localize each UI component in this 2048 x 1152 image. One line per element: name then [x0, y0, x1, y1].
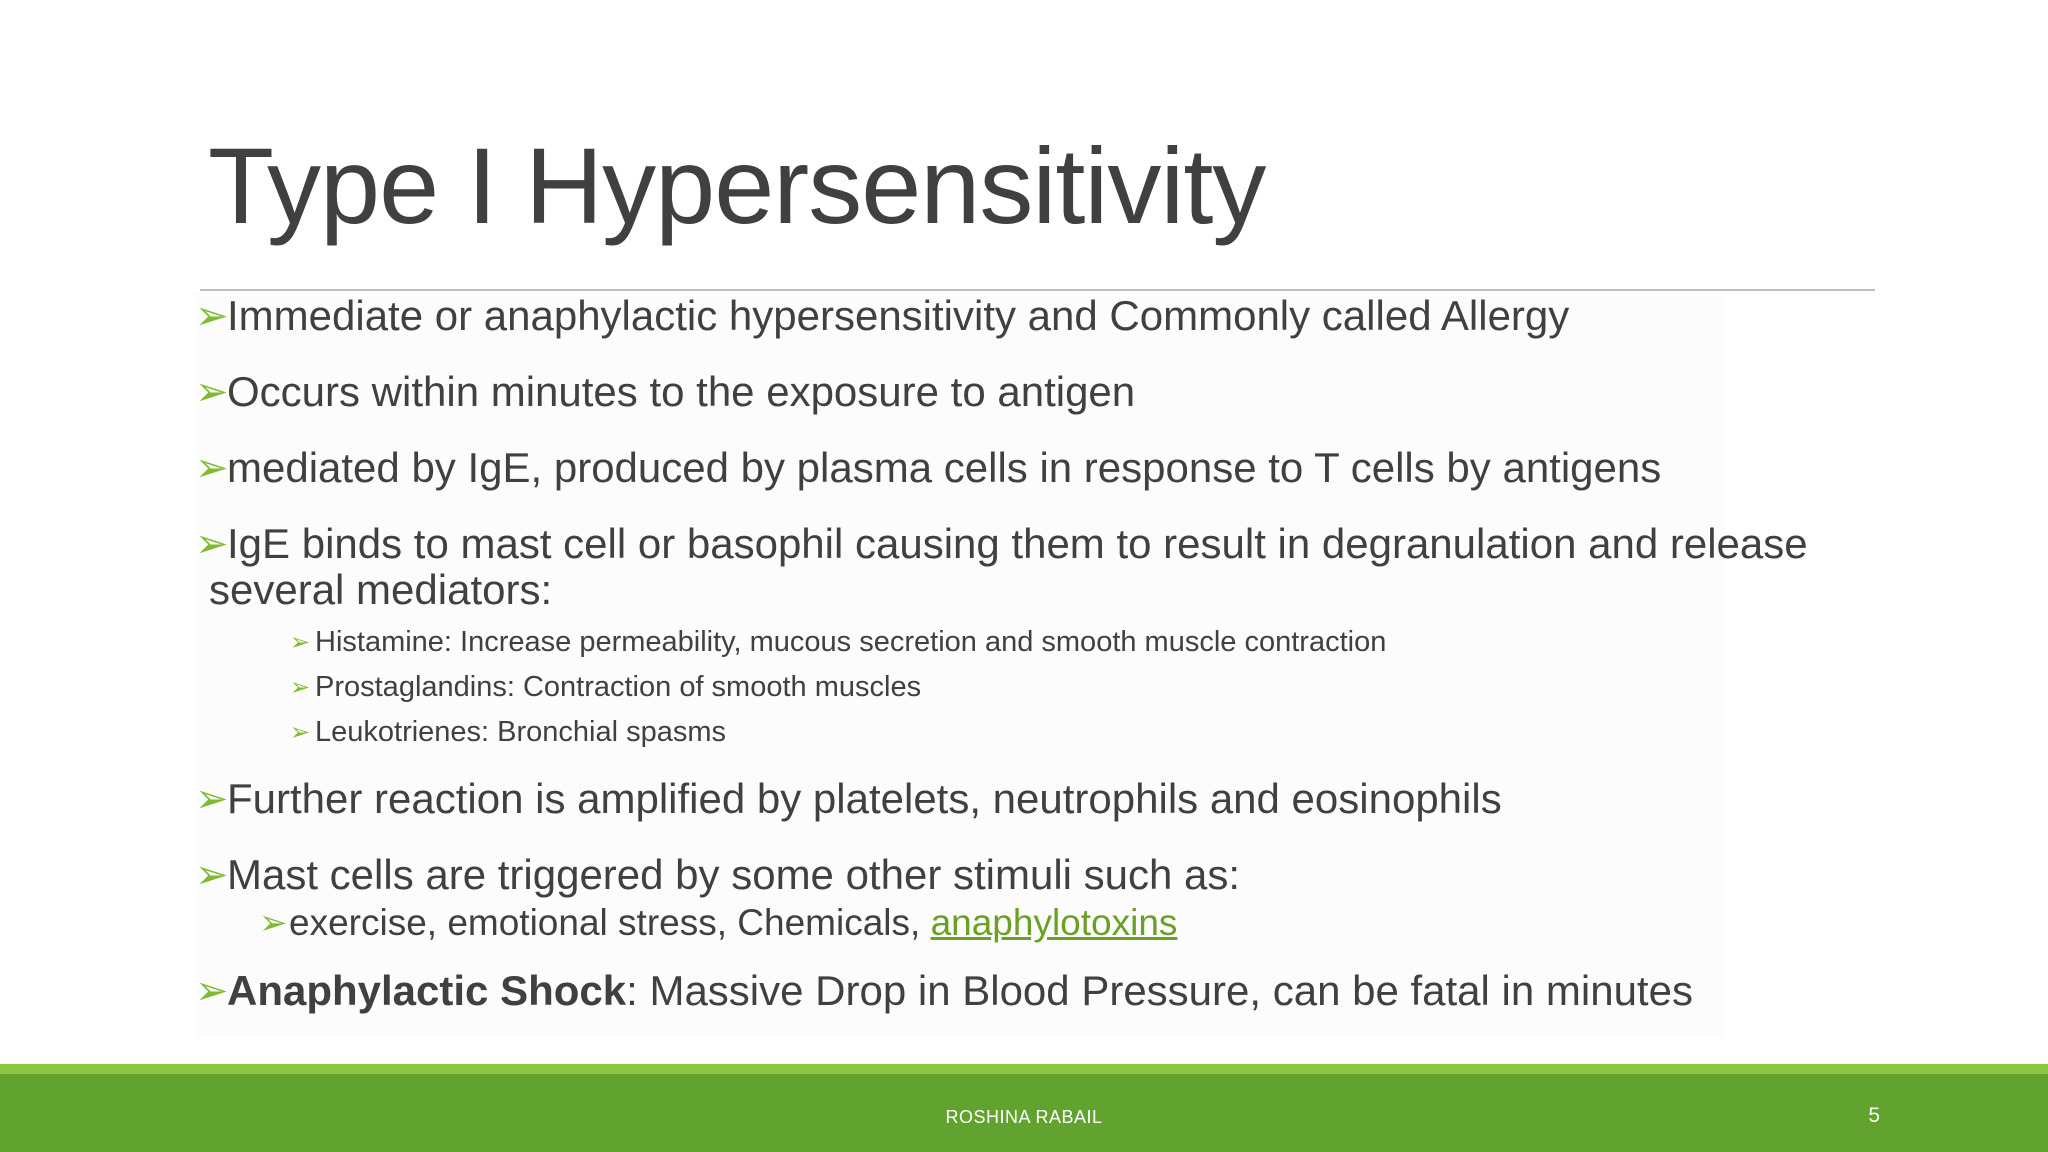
bullet-item: [195, 968, 1895, 1014]
bullet-arrow-icon: ➢: [195, 294, 229, 338]
slide-title: Type I Hypersensitivity: [208, 125, 1266, 246]
bullet-arrow-icon: ➢: [195, 446, 229, 490]
sub-bullet-text: Prostaglandins: Contraction of smooth muscles: [315, 671, 922, 703]
bullet-arrow-icon: ➢: [195, 853, 229, 897]
bullet-arrow-icon: ➢: [195, 777, 229, 821]
title-divider: [200, 289, 1875, 291]
bullet-arrow-icon: ➢: [195, 969, 229, 1013]
sub-bullet-text: exercise, emotional stress, Chemicals,: [289, 902, 931, 943]
sub-bullet-item: [259, 902, 1895, 944]
bullet-item: [195, 445, 1895, 491]
footer-author: ROSHINA RABAIL: [945, 1107, 1103, 1127]
bullet-arrow-icon: ➢: [290, 629, 311, 656]
sub-bullet-text: Histamine: Increase permeability, mucous secretion and smooth muscle contraction: [315, 626, 1387, 658]
bullet-item: [195, 369, 1895, 415]
bullet-arrow-icon: ➢: [290, 719, 311, 746]
sub-bullet-text: Leukotrienes: Bronchial spasms: [315, 716, 727, 748]
bullet-arrow-icon: ➢: [290, 674, 311, 701]
bullet-bold-term: Anaphylactic Shock: [227, 967, 627, 1014]
sub-bullet-item: [290, 715, 1895, 750]
bullet-list: [195, 293, 1895, 1044]
bullet-arrow-icon: ➢: [195, 370, 229, 414]
slide-number: 5: [1868, 1104, 1880, 1127]
bullet-arrow-icon: ➢: [259, 904, 288, 942]
bullet-text-continuation: several mediators:: [209, 566, 553, 613]
bullet-item: [195, 852, 1895, 944]
bullet-text: IgE binds to mast cell or basophil causing them to result in degranulation and release: [227, 520, 1808, 567]
bullet-text: mediated by IgE, produced by plasma cells in response to T cells by antigens: [227, 444, 1662, 491]
bullet-text: Immediate or anaphylactic hypersensitivity and Commonly called Allergy: [227, 292, 1570, 339]
bullet-item: [195, 293, 1895, 339]
footer-bar: [0, 1074, 2048, 1152]
sub-bullet-item: [290, 625, 1895, 660]
sub-bullet-list: [227, 902, 1895, 944]
sub-bullet-item: [290, 670, 1895, 705]
bullet-item: [195, 776, 1895, 822]
sub-bullet-list: [227, 625, 1895, 750]
footer-accent-stripe: [0, 1064, 2048, 1074]
bullet-text: Occurs within minutes to the exposure to antigen: [227, 368, 1136, 415]
bullet-text: Further reaction is amplified by platelets, neutrophils and eosinophils: [227, 775, 1502, 822]
bullet-item: [195, 521, 1895, 750]
bullet-text: : Massive Drop in Blood Pressure, can be fatal in minutes: [626, 967, 1693, 1014]
anaphylotoxins-link[interactable]: anaphylotoxins: [930, 902, 1178, 943]
bullet-arrow-icon: ➢: [195, 522, 229, 566]
bullet-text: Mast cells are triggered by some other stimuli such as:: [227, 851, 1241, 898]
